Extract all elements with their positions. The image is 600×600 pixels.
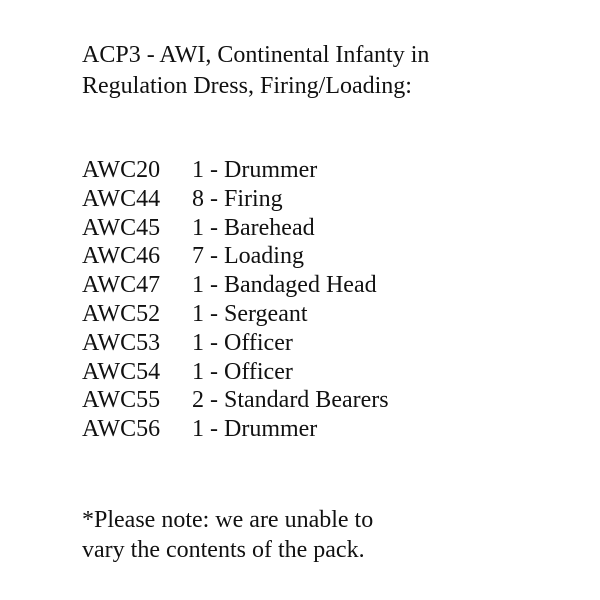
pack-note	[82, 505, 562, 565]
pack-note-line-2: vary the contents of the pack.	[82, 537, 365, 563]
pack-title-line-2: Regulation Dress, Firing/Loading:	[82, 73, 412, 99]
item-code: AWC55	[82, 387, 161, 414]
list-item	[82, 415, 562, 444]
item-description: 2 - Standard Bearers	[192, 387, 389, 414]
list-item	[82, 300, 562, 329]
item-code: AWC46	[82, 243, 161, 270]
item-code: AWC53	[82, 329, 161, 356]
pack-note-line-1: *Please note: we are unable to	[82, 507, 374, 533]
item-code: AWC20	[82, 157, 161, 183]
item-code: AWC47	[82, 272, 161, 299]
item-description: 1 - Drummer	[192, 416, 318, 443]
list-item	[82, 185, 562, 214]
list-item	[82, 358, 562, 387]
pack-title-line-1: ACP3 - AWI, Continental Infanty in	[82, 42, 430, 68]
list-item	[82, 242, 562, 271]
item-description: 1 - Barehead	[192, 214, 315, 241]
item-description: 1 - Officer	[192, 329, 293, 356]
list-item	[82, 271, 562, 300]
item-code: AWC45	[82, 214, 161, 241]
list-item	[82, 386, 562, 415]
pack-title	[82, 40, 582, 102]
list-item	[82, 214, 562, 243]
item-code: AWC44	[82, 185, 161, 212]
item-code: AWC54	[82, 358, 161, 385]
item-description: 1 - Drummer	[192, 157, 318, 183]
pack-item-list	[82, 156, 562, 444]
item-description: 1 - Officer	[192, 358, 293, 385]
item-description: 1 - Bandaged Head	[192, 272, 377, 299]
item-code: AWC56	[82, 416, 161, 443]
list-item	[82, 329, 562, 358]
item-code: AWC52	[82, 300, 161, 327]
list-item	[82, 156, 562, 185]
item-description: 8 - Firing	[192, 185, 283, 212]
item-description: 7 - Loading	[192, 243, 304, 270]
item-description: 1 - Sergeant	[192, 300, 308, 327]
